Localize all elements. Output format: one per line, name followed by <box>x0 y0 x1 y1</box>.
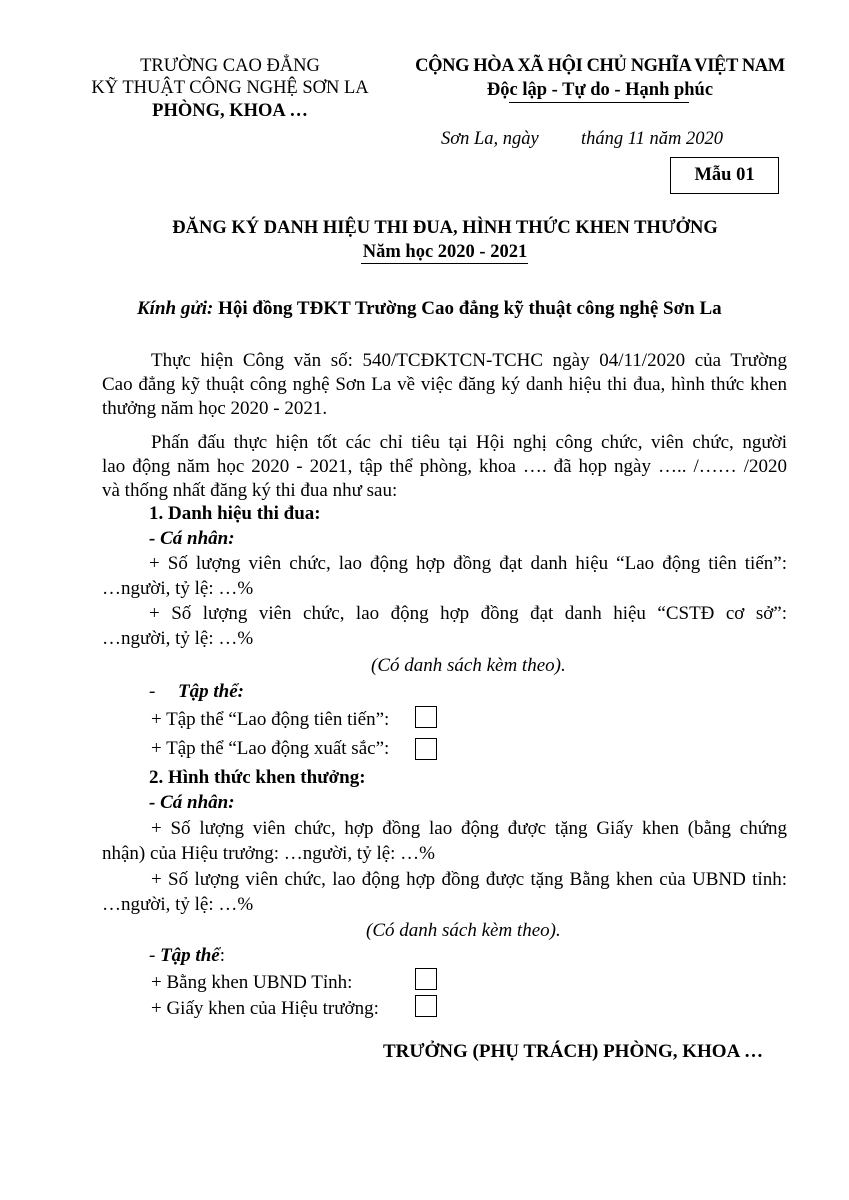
school-name-line1: TRƯỜNG CAO ĐẲNG <box>140 56 320 76</box>
section1-attached-note: (Có danh sách kèm theo). <box>371 655 566 676</box>
section1-individual-label: - Cá nhân: <box>149 528 235 549</box>
motto-underline <box>509 102 689 103</box>
paragraph1-line3: thưởng năm học 2020 - 2021. <box>102 398 328 419</box>
section2-attached-note: (Có danh sách kèm theo). <box>366 920 561 941</box>
collective-item-excellent-worker: + Tập thể “Lao động xuất sắc”: <box>151 738 390 759</box>
section2-individual-label: - Cá nhân: <box>149 792 235 813</box>
section1-item1-line2: …người, tỷ lệ: …% <box>102 578 254 599</box>
section2-item2-line1: + Số lượng viên chức, lao động hợp đồng được tặng Bằng khen của UBND tỉnh: <box>151 869 787 890</box>
section1-collective-dash: - <box>149 681 156 702</box>
advanced-worker-checkbox[interactable] <box>415 706 437 728</box>
signature-title: TRƯỞNG (PHỤ TRÁCH) PHÒNG, KHOA … <box>383 1041 763 1062</box>
paragraph1-line1: Thực hiện Công văn số: 540/TCĐKTCN-TCHC ngày 04/11/2020 của Trường <box>151 350 787 371</box>
paragraph2-line2: lao động năm học 2020 - 2021, tập thể phòng, khoa …. đã họp ngày ….. /…… /2020 <box>102 456 787 477</box>
school-year: Năm học 2020 - 2021 <box>362 242 528 262</box>
date-place: Sơn La, ngày <box>441 129 539 149</box>
collective-item-provincial-merit: + Bằng khen UBND Tỉnh: <box>151 972 353 993</box>
principal-merit-checkbox[interactable] <box>415 995 437 1017</box>
recipient <box>137 298 722 320</box>
collective-item-advanced-worker: + Tập thể “Lao động tiên tiến”: <box>151 709 390 730</box>
recipient-label: Kính gửi: <box>137 298 214 319</box>
excellent-worker-checkbox[interactable] <box>415 738 437 760</box>
document-title: ĐĂNG KÝ DANH HIỆU THI ĐUA, HÌNH THỨC KHEN THƯỞNG <box>172 218 718 238</box>
date-month-year: tháng 11 năm 2020 <box>581 129 724 149</box>
collective-item-principal-merit: + Giấy khen của Hiệu trưởng: <box>151 998 379 1019</box>
form-code: Mẫu 01 <box>694 165 755 185</box>
school-name-line2: KỸ THUẬT CÔNG NGHỆ SƠN LA <box>91 78 369 98</box>
section2-heading: 2. Hình thức khen thưởng: <box>149 767 366 788</box>
section2-collective-colon: : <box>219 945 225 966</box>
section2-item1-line2: nhận) của Hiệu trưởng: …người, tỷ lệ: …% <box>102 843 436 864</box>
section2-collective-prefix: - <box>149 945 161 966</box>
section1-collective-label: Tập thể: <box>178 681 244 702</box>
section1-item1-line1: + Số lượng viên chức, lao động hợp đồng đạt danh hiệu “Lao động tiên tiến”: <box>149 553 787 574</box>
title-underline <box>361 263 528 264</box>
department-line: PHÒNG, KHOA … <box>152 101 308 121</box>
section2-item1-line1: + Số lượng viên chức, hợp đồng lao động được tặng Giấy khen (bằng chứng <box>151 818 787 839</box>
section2-collective-label: Tập thể <box>160 945 220 966</box>
section2-collective <box>149 945 225 967</box>
form-code-box <box>670 157 779 194</box>
paragraph1-line2: Cao đẳng kỹ thuật công nghệ Sơn La về việc đăng ký danh hiệu thi đua, hình thức khen <box>102 374 787 395</box>
section2-item2-line2: …người, tỷ lệ: …% <box>102 894 254 915</box>
country-name: CỘNG HÒA XÃ HỘI CHỦ NGHĨA VIỆT NAM <box>415 56 785 76</box>
provincial-merit-checkbox[interactable] <box>415 968 437 990</box>
recipient-value: Hội đồng TĐKT Trường Cao đẳng kỹ thuật công nghệ Sơn La <box>218 298 722 319</box>
section1-item2-line2: …người, tỷ lệ: …% <box>102 628 254 649</box>
paragraph2-line1: Phấn đấu thực hiện tốt các chỉ tiêu tại Hội nghị công chức, viên chức, người <box>151 432 787 453</box>
section1-heading: 1. Danh hiệu thi đua: <box>149 503 321 524</box>
section1-item2-line1: + Số lượng viên chức, lao động hợp đồng đạt danh hiệu “CSTĐ cơ sở”: <box>149 603 787 624</box>
national-motto: Độc lập - Tự do - Hạnh phúc <box>486 80 714 100</box>
paragraph2-line3: và thống nhất đăng ký thi đua như sau: <box>102 480 398 501</box>
